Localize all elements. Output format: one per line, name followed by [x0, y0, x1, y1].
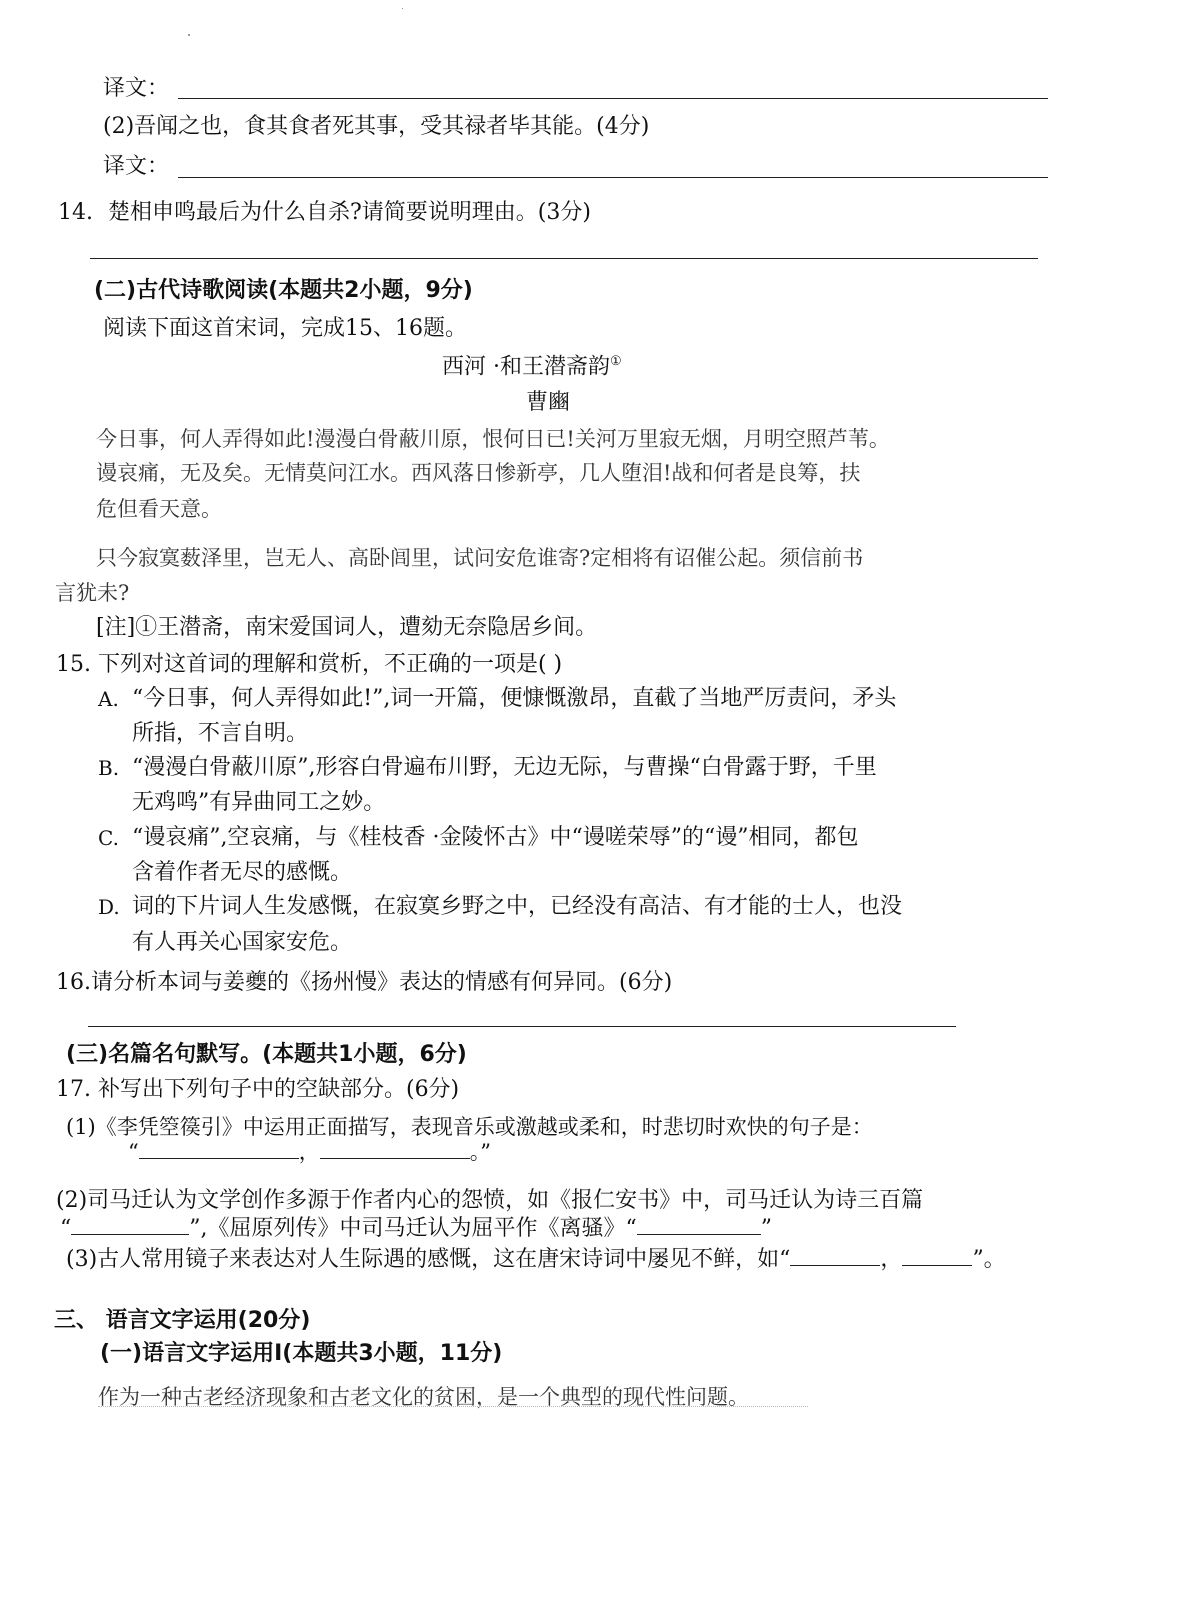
open-quote: “	[60, 1216, 72, 1241]
answer-line[interactable]	[178, 177, 1048, 178]
poem-line: 言犹未?	[55, 581, 130, 605]
fill-blank[interactable]	[139, 1136, 299, 1159]
close-quote: ”。	[972, 1247, 1006, 1272]
fill-blank[interactable]	[71, 1212, 189, 1235]
question-number: 14.	[58, 200, 93, 225]
wavy-underline	[98, 1406, 808, 1407]
subsection-heading: (一)语言文字运用Ⅰ(本题共3小题，11分)	[100, 1341, 503, 1366]
section-heading: (三)名篇名句默写。(本题共1小题，6分)	[66, 1042, 467, 1067]
answer-line[interactable]	[88, 1026, 956, 1027]
q15-stem: 15. 下列对这首词的理解和赏析，不正确的一项是( )	[56, 652, 563, 677]
fill-blank[interactable]	[637, 1212, 761, 1235]
poem-title-text: 西河 ·和王潜斋韵	[442, 354, 610, 380]
translation-label: 译文：	[103, 76, 170, 101]
option-b[interactable]: “漫漫白骨蔽川原”,形容白骨遍布川野，无边无际，与曹操“白骨露于野，千里	[132, 755, 877, 780]
comma: ，	[880, 1247, 903, 1272]
option-letter: C.	[98, 826, 119, 850]
fill-blank[interactable]	[790, 1243, 880, 1266]
close-quote: 。”	[469, 1140, 491, 1164]
q13-item-2: (2)吾闻之也，食其食者死其事，受其禄者毕其能。(4分)	[103, 114, 650, 139]
q17-item-3	[66, 1243, 1006, 1275]
scan-speck	[188, 34, 190, 36]
option-b-cont: 无鸡鸣”有异曲同工之妙。	[132, 790, 386, 815]
option-letter: D.	[98, 895, 120, 919]
comma: ，	[298, 1140, 320, 1164]
translation-label: 译文：	[103, 154, 170, 179]
q14-text: 楚相申鸣最后为什么自杀?请简要说明理由。(3分)	[108, 200, 591, 225]
scan-speck	[402, 8, 403, 9]
answer-line[interactable]	[90, 258, 1038, 259]
option-a[interactable]: “今日事，何人弄得如此!”,词一开篇，便慷慨激昂，直截了当地严厉责问，矛头	[132, 686, 897, 711]
fill-blank[interactable]	[320, 1136, 470, 1159]
close-quote: ”	[760, 1216, 772, 1241]
section-heading: 三、 语言文字运用(20分)	[54, 1308, 311, 1333]
q17-item-3-text: (3)古人常用镜子来表达对人生际遇的感慨，这在唐宋诗词中屡见不鲜，如“	[66, 1247, 791, 1272]
footnote-marker: ①	[610, 354, 622, 369]
q17-item-1-blanks	[128, 1136, 491, 1167]
answer-line[interactable]	[178, 98, 1048, 99]
poem-title	[442, 347, 622, 382]
option-d[interactable]: 词的下片词人生发感慨，在寂寞乡野之中，已经没有高洁、有才能的士人，也没	[132, 894, 903, 919]
q17-item-2: (2)司马迁认为文学创作多源于作者内心的怨愤，如《报仁安书》中，司马迁认为诗三百篇	[56, 1188, 924, 1213]
poem-line: 只今寂寞薮泽里，岂无人、高卧闾里，试问安危谁寄?定相将有诏催公起。须信前书	[96, 546, 864, 570]
q17-item-1: (1)《李凭箜篌引》中运用正面描写，表现音乐或激越或柔和，时悲切时欢快的句子是：	[66, 1115, 873, 1139]
q17-item-2-mid: ”,《屈原列传》中司马迁认为屈平作《离骚》“	[189, 1216, 637, 1241]
footnote: [注]①王潜斋，南宋爱国词人，遭劾无奈隐居乡间。	[96, 615, 598, 640]
q17-item-2-blanks	[60, 1212, 772, 1244]
q17-stem: 17. 补写出下列句子中的空缺部分。(6分)	[56, 1077, 460, 1102]
open-quote: “	[128, 1140, 139, 1164]
poem-line: 谩哀痛，无及矣。无情莫问江水。西风落日惨新亭，几人堕泪!战和何者是良筹，扶	[96, 461, 861, 485]
poem-line: 今日事，何人弄得如此!漫漫白骨蔽川原，恨何日已!关河万里寂无烟，月明空照芦苇。	[96, 427, 890, 451]
section-heading: (二)古代诗歌阅读(本题共2小题，9分)	[94, 278, 473, 303]
poem-author: 曹豳	[526, 390, 571, 415]
passage-line: 作为一种古老经济现象和古老文化的贫困，是一个典型的现代性问题。	[98, 1385, 749, 1409]
option-d-cont: 有人再关心国家安危。	[132, 930, 353, 955]
instruction: 阅读下面这首宋词，完成15、16题。	[103, 316, 467, 341]
poem-line: 危但看天意。	[96, 497, 222, 521]
fill-blank[interactable]	[902, 1243, 972, 1266]
option-letter: A.	[98, 687, 119, 711]
option-letter: B.	[98, 756, 120, 780]
option-c[interactable]: “谩哀痛”,空哀痛，与《桂枝香 ·金陵怀古》中“谩嗟荣辱”的“谩”相同，都包	[132, 825, 859, 850]
option-c-cont: 含着作者无尽的感慨。	[132, 860, 353, 885]
q16-text: 16.请分析本词与姜夔的《扬州慢》表达的情感有何异同。(6分)	[56, 970, 673, 995]
option-a-cont: 所指，不言自明。	[132, 721, 309, 746]
